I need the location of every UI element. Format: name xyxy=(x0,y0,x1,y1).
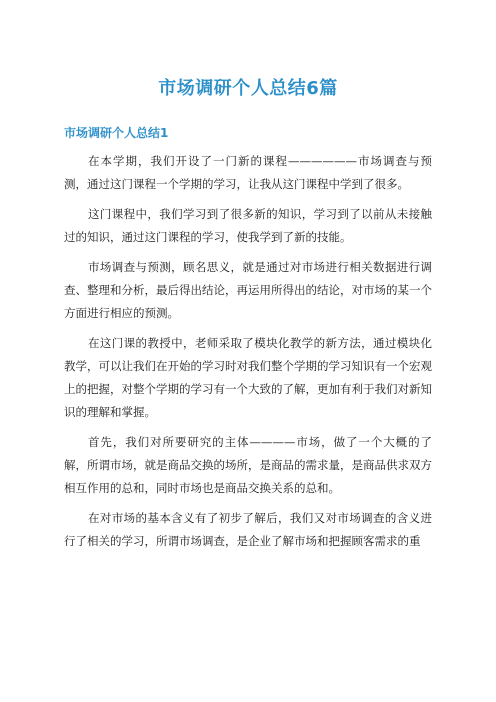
section-heading: 市场调研个人总结1 xyxy=(64,126,169,140)
paragraph: 在这门课的教授中，老师采取了模块化教学的新方法，通过模块化教学，可以让我们在开始的学习时对我们整个学期的学习知识有一个宏观上的把握，对整个学期的学习有一个大致的了解，更加有利于我们对新知识的理解和掌握。 xyxy=(64,336,432,419)
paragraph: 市场调查与预测，顾名思义，就是通过对市场进行相关数据进行调查、整理和分析，最后得出结论，再运用所得出的结论，对市场的某一个方面进行相应的预测。 xyxy=(64,260,432,320)
paragraph: 首先，我们对所要研究的主体————市场，做了一个大概的了解，所谓市场，就是商品交换的场所，是商品的需求量，是商品供求双方相互作用的总和，同时市场也是商品交换关系的总和。 xyxy=(64,435,432,495)
paragraph: 在本学期，我们开设了一门新的课程——————市场调查与预测，通过这门课程一个学期的学习，让我从这门课程中学到了很多。 xyxy=(64,154,432,191)
document-title: 市场调研个人总结6篇 xyxy=(158,78,338,99)
paragraph: 在对市场的基本含义有了初步了解后，我们又对市场调查的含义进行了相关的学习，所谓市场调查，是企业了解市场和把握顾客需求的重 xyxy=(64,511,432,548)
paragraph: 这门课程中，我们学习到了很多新的知识，学习到了以前从未接触过的知识，通过这门课程的学习，使我学到了新的技能。 xyxy=(64,207,432,244)
document-body xyxy=(64,150,432,560)
